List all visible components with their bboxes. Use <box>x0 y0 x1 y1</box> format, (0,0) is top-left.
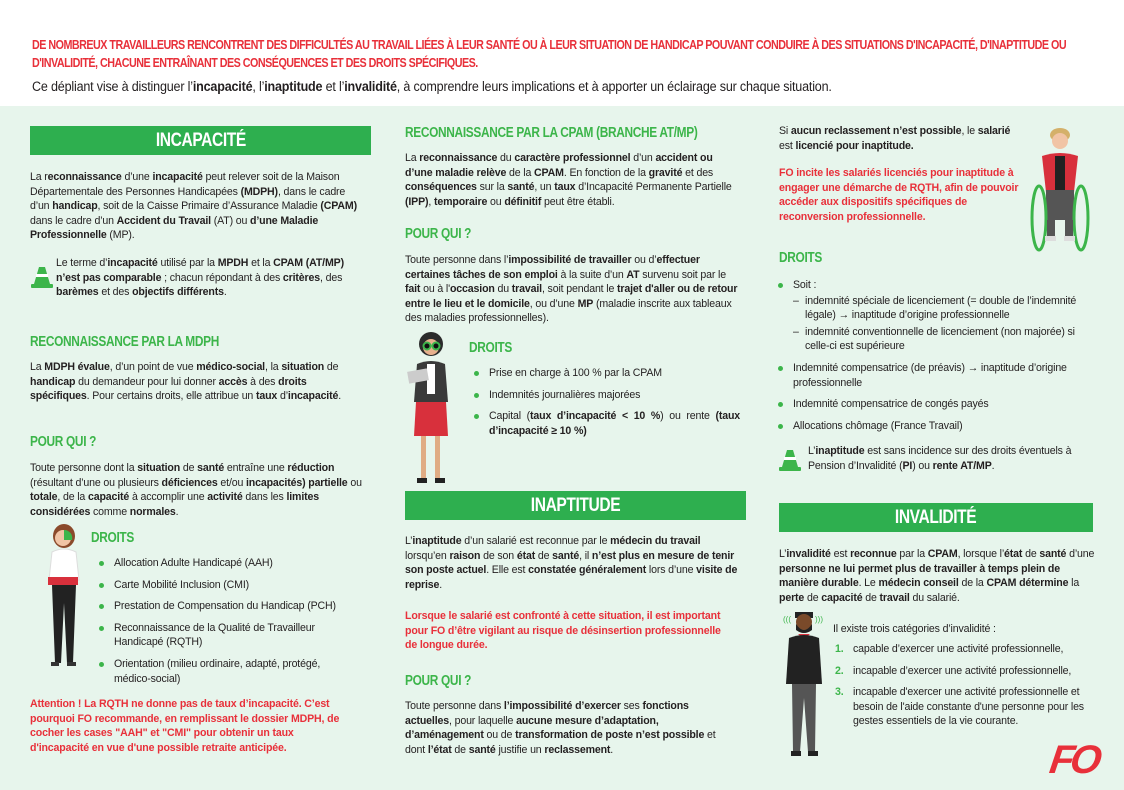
inaptitude-droits-heading: DROITS <box>779 250 822 266</box>
text-segment: La <box>30 361 45 373</box>
text-segment: Toute personne dont la <box>30 462 138 474</box>
bold-text: taux <box>255 390 278 403</box>
mdph-pour-qui-heading: POUR QUI ? <box>30 434 97 450</box>
text-segment: , dans le cadre d’un <box>30 185 346 213</box>
bold-text: accès <box>218 375 248 388</box>
text-segment: L’ <box>808 445 816 457</box>
bold-text: temporaire <box>433 195 488 208</box>
text-segment: à des <box>247 375 279 388</box>
bold-text: incapacité <box>152 171 203 183</box>
text-segment: par la <box>896 548 928 560</box>
bold-text: travail <box>511 283 542 296</box>
bold-text: déficiences <box>161 476 218 489</box>
text-segment: ) ou <box>912 459 933 472</box>
text-segment: La r <box>30 171 48 183</box>
incapacite-title: INCAPACITÉ <box>155 130 246 151</box>
bold-text: normales <box>129 505 176 518</box>
list-item-text: capable d’exercer une activité professionnelle, <box>853 643 1064 655</box>
text-segment: , un <box>534 181 555 194</box>
text-segment: de <box>1022 548 1040 560</box>
inaptitude-title: INAPTITUDE <box>530 495 621 516</box>
fo-incite-rqth: FO incite les salariés licenciés pour inaptitude à engager une démarche de RQTH, afin de pouvoir accéder aux dispositifs spécifiques de reconversion professionnelle. <box>779 167 1019 223</box>
svg-text:(((: ((( <box>783 615 791 624</box>
bold-text: santé <box>468 743 496 756</box>
licenciement-text <box>779 125 1010 152</box>
bold-text: MPDH <box>217 257 249 269</box>
text-segment: d’un salarié est reconnue par le <box>461 535 611 547</box>
bold-text: raison <box>449 549 481 562</box>
bold-text: salarié <box>977 125 1011 137</box>
fo-logo: FO <box>1046 738 1101 782</box>
bold-text: visite de reprise <box>405 564 738 591</box>
bold-text: situation <box>281 361 325 373</box>
bold-text: incapacités) partielle <box>246 476 348 489</box>
bold-text: MP <box>577 297 594 310</box>
mdph-text <box>30 360 365 404</box>
text-segment: de <box>324 361 339 373</box>
text-segment: ) ou rente <box>660 410 716 423</box>
list-item: Indemnité compensatrice de congés payés <box>771 397 1096 412</box>
bold-text: santé <box>507 181 535 194</box>
text-segment: Si <box>779 125 791 137</box>
traffic-cone-icon <box>31 265 53 289</box>
bold-text: situation <box>137 462 181 474</box>
bold-text: effectuer certaines tâches de son emploi <box>405 254 700 281</box>
list-item <box>835 664 1095 679</box>
bold-text: santé <box>552 549 580 562</box>
cpam-text <box>405 151 740 209</box>
text-segment: ou de <box>483 729 516 742</box>
inaptitude-droits-list <box>771 278 1096 440</box>
incapacite-intro <box>30 170 365 243</box>
mdph-attention: Attention ! La RQTH ne donne pas de taux d’incapacité. C’est pourquoi FO recommande, en remplissant le dossier MDPH, de cocher les cases "AAH" et "CMI" pour obtenir un taux d'incapacité en vue d'une possible retraite anticipée. <box>30 698 340 754</box>
bold-text: barèmes <box>56 286 99 299</box>
invalidite-text <box>779 547 1099 605</box>
text-segment: entraîne une <box>224 462 288 474</box>
text-segment: est <box>779 139 796 152</box>
bold-text: econnaissance <box>47 171 122 183</box>
bold-text: santé <box>197 462 225 474</box>
woman-illustration <box>44 522 84 672</box>
bold-text: fait <box>405 283 421 296</box>
text-segment: est <box>830 548 851 560</box>
bold-text: aucune mesure d’adaptation, d’aménagement <box>405 714 659 742</box>
bold-text: conséquences <box>405 181 477 194</box>
bold-text: reconnue <box>850 548 897 560</box>
text-segment: d’une <box>1066 548 1095 560</box>
text-segment: . <box>991 459 995 472</box>
droits-soit-sublist <box>793 294 1096 354</box>
bold-text: état <box>516 549 536 562</box>
text-segment: L’ <box>405 535 413 547</box>
bold-text: capacité <box>87 491 130 504</box>
bold-text: santé <box>1039 548 1067 560</box>
list-item: Allocation Adulte Handicapé (AAH) <box>92 556 352 571</box>
bold-text: PI <box>902 459 913 472</box>
traffic-cone-icon <box>779 448 801 472</box>
list-item: Reconnaissance de la Qualité de Travailleur Handicapé (RQTH) <box>92 621 352 650</box>
text-segment: lorsqu’en <box>405 549 450 562</box>
list-item: Prestation de Compensation du Handicap (PCH) <box>92 599 352 614</box>
bold-text: totale <box>30 491 58 504</box>
cpam-heading: RECONNAISSANCE PAR LA CPAM (BRANCHE AT/MP) <box>405 125 698 141</box>
invalidite-title: INVALIDITÉ <box>895 507 977 528</box>
text-segment: peut être établi. <box>541 195 615 208</box>
incapacite-banner <box>30 126 371 155</box>
text-segment: ou d’ <box>631 254 657 266</box>
text-segment: Prise en charge à 100 % par la CPAM <box>489 367 662 379</box>
text-segment: , soit pendant le <box>541 283 618 296</box>
bold-text: n’est plus en mesure de tenir son poste actuel <box>405 549 735 577</box>
bold-text: taux <box>554 181 576 194</box>
text-segment: d’une <box>121 171 153 183</box>
text-segment: (AT) ou <box>210 214 251 227</box>
cpam-pour-qui-heading: POUR QUI ? <box>405 226 472 242</box>
bold-text: caractère professionnel <box>514 152 631 164</box>
text-segment: du demandeur pour lui donner <box>75 375 219 388</box>
list-number: 3. <box>835 686 844 699</box>
text-segment: de la <box>506 166 535 179</box>
bold-text: critères <box>282 271 320 284</box>
bold-text: MDPH évalue <box>44 361 110 373</box>
mdph-droits-heading: DROITS <box>91 530 134 546</box>
man-tinnitus-illustration <box>783 612 825 762</box>
text-segment: . <box>175 505 179 518</box>
text-segment: à la suite d’un <box>557 268 627 281</box>
mdph-pour-qui-text <box>30 461 370 519</box>
list-item <box>467 388 740 403</box>
text-segment: (résultant d’une ou plusieurs <box>30 476 162 489</box>
text-segment: et/ou <box>217 476 247 489</box>
list-number: 1. <box>835 643 844 655</box>
text-segment: du <box>497 152 515 164</box>
bold-text: définitif <box>504 195 542 208</box>
text-segment: de son <box>480 549 517 562</box>
bold-text: incapacité <box>192 79 253 94</box>
bold-text: fonctions actuelles <box>405 700 689 727</box>
bold-text: inaptitude <box>815 445 865 457</box>
list-item: Orientation (milieu ordinaire, adapté, protégé, médico-social) <box>92 657 352 686</box>
list-item: Allocations chômage (France Travail) <box>771 419 1096 434</box>
bold-text: capacité <box>821 591 863 604</box>
text-segment: d’ <box>277 390 288 403</box>
cpam-droits-heading: DROITS <box>469 340 512 356</box>
text-segment: ; chacun répondant à des <box>161 271 283 284</box>
bold-text: médico-social <box>196 361 265 373</box>
list-item-text: incapable d’exercer une activité professionnelle, <box>853 664 1072 677</box>
text-segment: , d’un point de vue <box>109 361 197 373</box>
text-segment: . Le <box>858 577 879 590</box>
text-segment: ou <box>487 195 505 208</box>
bold-text: objectifs différents <box>132 286 224 299</box>
text-segment: , <box>428 195 434 208</box>
bold-text: l’état <box>427 743 452 756</box>
text-segment: dans le cadre d’un <box>30 214 117 227</box>
bold-text: inaptitude <box>412 535 462 547</box>
text-segment: de <box>862 591 880 604</box>
inaptitude-licenciement <box>779 124 1019 153</box>
bold-text: impossibilité de travailler <box>508 254 632 266</box>
text-segment: , il <box>579 549 592 562</box>
bold-text: handicap <box>52 200 98 213</box>
text-segment: . Pour certains droits, elle attribue un <box>86 390 256 403</box>
bold-text: taux d’incapacité < 10 % <box>530 410 661 423</box>
bold-text: incapacité <box>287 390 339 403</box>
cpam-pour-qui-text <box>405 253 740 326</box>
droits-soit-label: Soit : <box>793 279 817 291</box>
bold-text: état <box>1004 548 1023 560</box>
text-segment: lors d’une <box>646 564 697 577</box>
text-segment: ou à l' <box>420 283 450 296</box>
bold-text: reclassement <box>544 743 611 756</box>
text-segment: ou <box>347 476 362 489</box>
text-segment: peut relever soit de la Maison Départementale des Personnes Handicapées <box>30 171 340 198</box>
bold-text: trajet d'aller ou de retour entre le lieu et le domicile <box>405 283 738 310</box>
text-segment: Toute personne dans l’ <box>405 254 509 266</box>
bold-text: CPAM <box>534 166 564 179</box>
bold-text: d’une Maladie Professionnelle <box>30 214 319 242</box>
sub-list-item: – indemnité spéciale de licenciement (= double de l’indemnité légale) → inaptitude d’origine professionnelle <box>793 294 1096 323</box>
text-segment: , à comprendre leurs implications et à apporter un éclairage sur chaque situation. <box>396 79 832 94</box>
text-segment: , ou d’une <box>529 297 578 310</box>
bold-text: transformation de poste n’est possible <box>515 729 705 742</box>
text-segment: . <box>223 286 227 299</box>
bold-text: CPAM détermine <box>986 577 1069 590</box>
header <box>0 0 1124 106</box>
text-segment: de <box>804 591 822 604</box>
bold-text: handicap <box>30 375 76 388</box>
bold-text: CPAM <box>927 548 958 560</box>
text-segment: du salarié. <box>909 591 960 604</box>
bold-text: l’impossibilité d’exercer <box>503 700 621 712</box>
bold-text: travail <box>879 591 910 604</box>
text-segment: . <box>338 390 342 403</box>
bold-text: médecin conseil <box>878 577 959 590</box>
text-segment: justifie un <box>495 743 545 756</box>
text-segment: , le <box>961 125 978 137</box>
bold-text: Accident du Travail <box>116 214 211 227</box>
incapacite-note <box>56 256 366 300</box>
text-segment: est sans incidence sur des droits éventuels à Pension d’Invalidité ( <box>808 445 1072 472</box>
text-segment: la <box>1068 577 1080 590</box>
bold-text: constatée généralement <box>528 564 647 577</box>
text-segment: , pour laquelle <box>449 714 517 727</box>
text-segment: , de la <box>57 491 88 504</box>
cpam-droits-list <box>467 366 740 445</box>
bold-text: occasion <box>449 283 495 296</box>
list-number: 2. <box>835 664 844 677</box>
text-segment: survenu soit par le <box>639 268 726 281</box>
text-segment: et la <box>248 257 274 269</box>
text-segment: , l’ <box>252 79 265 94</box>
bold-text: limites considérées <box>30 491 319 518</box>
businesswoman-illustration <box>405 330 460 488</box>
text-segment: de <box>451 743 469 756</box>
bold-text: reconnaissance <box>419 152 498 164</box>
inaptitude-banner <box>405 491 746 520</box>
intro-headline: DE NOMBREUX TRAVAILLEURS RENCONTRENT DES DIFFICULTÉS AU TRAVAIL LIÉES À LEUR SANTÉ OU À LEUR SITUATION DE HANDICAP POUVANT CONDUIRE À DES SITUATIONS D'INCAPACITÉ, D'INAPTITUDE OU D'INVALIDITÉ, CHACUNE ENTRAÎNANT DES CONSÉQUENCES ET DES DROITS SPÉCIFIQUES. <box>32 38 1067 70</box>
list-item: Carte Mobilité Inclusion (CMI) <box>92 578 352 593</box>
text-segment: . Elle est <box>486 564 529 577</box>
text-segment: d’un <box>630 152 656 164</box>
bold-text: invalidité <box>786 548 831 560</box>
text-segment: (maladie inscrite aux tableaux des maladies professionnelles). <box>405 297 732 325</box>
invalidite-banner <box>779 503 1093 532</box>
text-segment: , lorsque l’ <box>957 548 1005 560</box>
list-item: Indemnité compensatrice (de préavis) → inaptitude d’origine professionnelle <box>771 361 1096 390</box>
invalidite-categories-list <box>835 642 1095 736</box>
bold-text: (MDPH) <box>240 185 278 198</box>
text-segment: du <box>494 283 512 296</box>
mdph-droits-list <box>92 556 352 693</box>
inaptitude-pour-qui-text <box>405 699 725 757</box>
text-segment: Ce dépliant vise à distinguer l’ <box>32 79 193 94</box>
text-segment: ses <box>620 700 643 712</box>
text-segment: , soit de la Caisse Primaire d’Assurance Maladie <box>97 200 321 213</box>
inaptitude-text <box>405 534 740 592</box>
text-segment: et dont <box>405 729 716 756</box>
text-segment: et des <box>98 286 133 299</box>
bold-text: réduction <box>287 462 335 474</box>
bold-text: (CPAM) <box>320 200 357 213</box>
bold-text: gravité <box>648 166 683 179</box>
text-segment: Toute personne dans <box>405 700 504 712</box>
text-segment: sur la <box>476 181 508 194</box>
intro-text <box>32 79 832 94</box>
text-segment: d’Incapacité Permanente Partielle <box>575 181 732 194</box>
bold-text: AT <box>626 268 640 281</box>
bold-text: rente AT/MP <box>932 459 992 472</box>
bold-text: perte <box>779 591 805 604</box>
list-item <box>835 685 1095 729</box>
list-item <box>835 642 1095 657</box>
text-segment: et l’ <box>322 79 345 94</box>
text-segment: , la <box>264 361 282 373</box>
bold-text: accident ou d’une maladie relève <box>405 152 713 179</box>
text-segment: de <box>535 549 553 562</box>
text-segment: dans les <box>242 491 287 504</box>
text-segment: (MP). <box>106 229 135 242</box>
list-item-text: incapable d'exercer une activité professionnelle et besoin de l'aide constante d'une personne pour les gestes essentiels de la vie courante. <box>853 686 1084 728</box>
text-segment: comme <box>90 505 130 518</box>
bold-text: personne ne lui permet plus de travailler à temps plein de manière durable <box>779 562 1060 590</box>
bold-text: inaptitude <box>264 79 323 94</box>
inaptitude-warning: Lorsque le salarié est confronté à cette situation, il est important pour FO d’être vigilant au risque de désinsertion professionnelle de longue durée. <box>405 610 721 652</box>
mdph-heading: RECONNAISSANCE PAR LA MDPH <box>30 334 219 350</box>
bold-text: médecin du travail <box>610 535 701 547</box>
text-segment: La <box>405 152 420 164</box>
bold-text: invalidité <box>344 79 397 94</box>
text-segment: . En fonction de la <box>563 166 649 179</box>
text-segment: L’ <box>779 548 787 560</box>
wheelchair-man-illustration <box>1030 126 1090 252</box>
list-item <box>467 366 740 381</box>
text-segment: et des <box>682 166 714 179</box>
inaptitude-pour-qui-heading: POUR QUI ? <box>405 673 472 689</box>
list-item <box>467 409 740 438</box>
text-segment: de <box>180 462 198 474</box>
invalidite-categories-intro: Il existe trois catégories d’invalidité : <box>833 623 996 635</box>
bold-text: (taux d’incapacité ≥ 10 %) <box>489 410 741 437</box>
bold-text: incapacité <box>107 257 158 269</box>
svg-text:))): ))) <box>815 615 823 624</box>
sub-list-item: – indemnité conventionnelle de licenciement (non majorée) si celle-ci est supérieure <box>793 325 1096 354</box>
text-segment: . <box>439 578 443 591</box>
bold-text: (IPP) <box>405 195 429 208</box>
bold-text: activité <box>207 491 243 504</box>
text-segment: Capital ( <box>489 410 530 423</box>
bold-text: CPAM (AT/MP) n’est pas comparable <box>56 257 344 284</box>
text-segment: Le terme d’ <box>56 257 108 269</box>
list-item <box>771 278 1096 354</box>
text-segment: utilisé par la <box>157 257 218 269</box>
text-segment: à accomplir une <box>129 491 208 504</box>
text-segment: de la <box>958 577 987 590</box>
text-segment: , des <box>320 271 343 284</box>
text-segment: Indemnités journalières majorées <box>489 388 641 401</box>
inaptitude-note <box>808 444 1098 473</box>
bold-text: droits spécifiques <box>30 375 307 403</box>
bold-text: aucun reclassement n’est possible <box>790 125 962 137</box>
text-segment: . <box>610 743 614 756</box>
bold-text: licencié pour inaptitude. <box>795 139 914 152</box>
